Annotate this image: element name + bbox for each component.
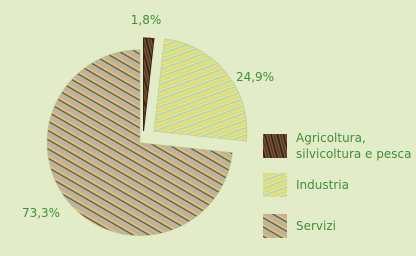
legend-label: Industria [296, 178, 349, 192]
legend-label: Servizi [296, 219, 337, 233]
slice-value-label: 24,9% [235, 70, 275, 84]
pie-slice-2 [154, 39, 247, 141]
legend-label: silvicoltura e pesca [296, 147, 412, 161]
slice-value-label: 1,8% [130, 13, 162, 27]
legend-swatch [263, 134, 287, 158]
legend-label: Agricoltura, [296, 131, 366, 145]
pie-slice-1 [144, 38, 154, 131]
legend-swatch [263, 173, 287, 197]
slice-value-label: 73,3% [21, 206, 61, 220]
legend-swatch [263, 214, 287, 238]
